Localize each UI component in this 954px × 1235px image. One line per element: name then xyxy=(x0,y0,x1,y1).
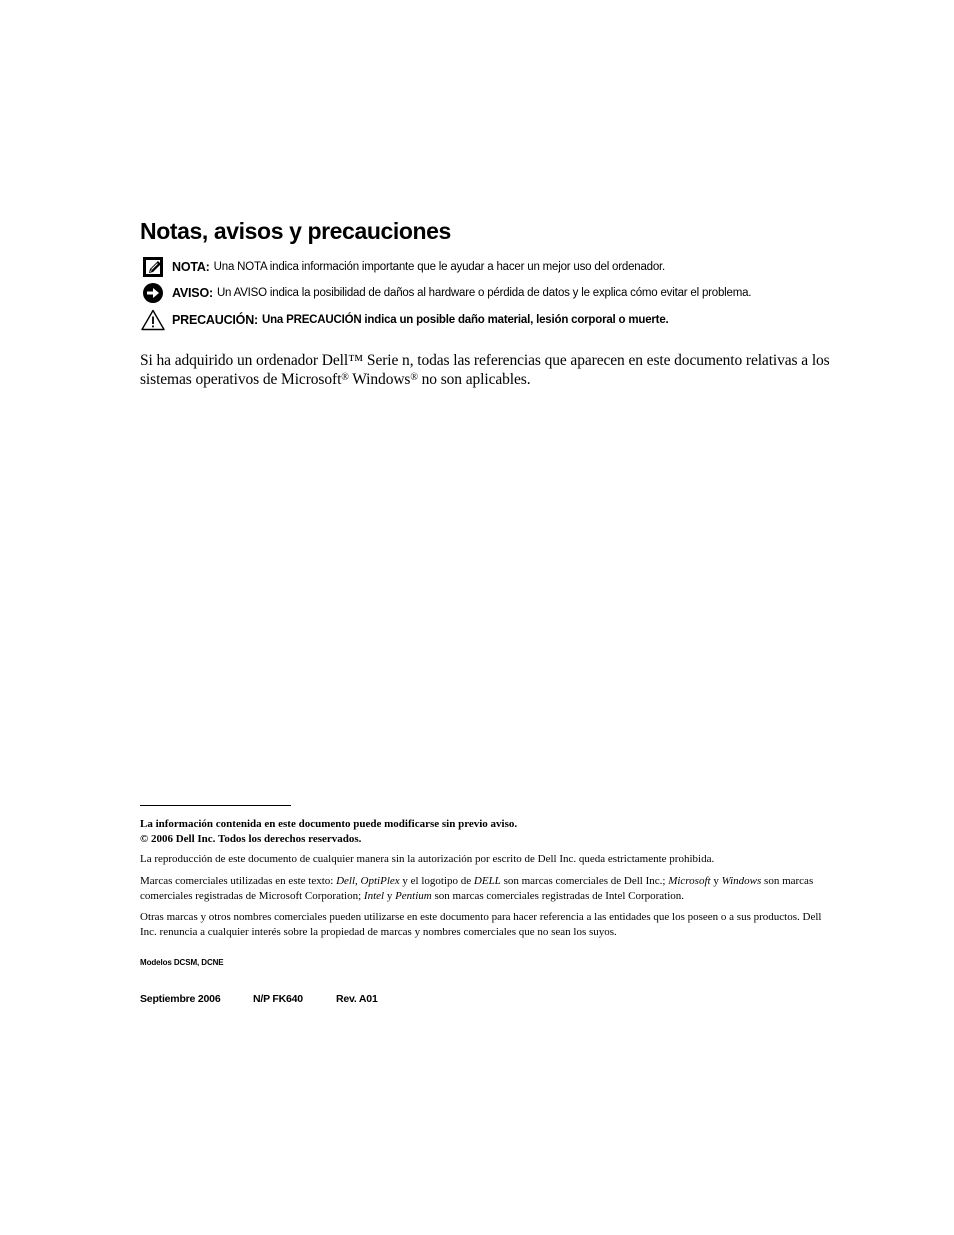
notice-text: Un AVISO indica la posibilidad de daños al hardware o pérdida de datos y le explica cómo evitar el problema. xyxy=(216,287,752,299)
reproduction-notice: La reproducción de este documento de cualquier manera sin la autorización por escrito de Dell Inc. queda estrictamente prohibida. xyxy=(140,853,715,865)
note-notice xyxy=(141,256,665,278)
part-number-label: N/P FK640 xyxy=(253,993,303,1005)
notice-line: La información contenida en este documento puede modificarse sin previo aviso. xyxy=(140,818,518,830)
notice-notice xyxy=(141,282,751,304)
other-marks-notice: Otras marcas y otros nombres comerciales pueden utilizarse en este documento para hacer referencia a las entidades que los poseen o a sus productos. Dell Inc. renuncia a cualquier interés sobre la propiedad de marcas y nombres comerciales que no sean los suyos. xyxy=(140,911,822,938)
note-text: Una NOTA indica información importante que le ayudar a hacer un mejor uso del ordenador. xyxy=(213,261,666,273)
page-title: Notas, avisos y precauciones xyxy=(140,218,451,244)
warning-triangle-icon xyxy=(141,309,165,331)
intro-paragraph: Si ha adquirido un ordenador Dell™ Serie n, todas las referencias que aparecen en este documento relativas a los sistemas operativos de Microsoft® Windows® no son aplicables. xyxy=(140,352,830,388)
copyright-block xyxy=(140,817,840,846)
arrow-circle-icon xyxy=(141,282,165,304)
footnote-divider xyxy=(140,805,291,806)
caution-label: PRECAUCIÓN: xyxy=(172,313,258,327)
notice-label: AVISO: xyxy=(172,286,213,300)
copyright-line: © 2006 Dell Inc. Todos los derechos reservados. xyxy=(140,832,362,845)
note-label: NOTA: xyxy=(172,260,210,274)
models-line: Modelos DCSM, DCNE xyxy=(140,958,224,967)
caution-text: Una PRECAUCIÓN indica un posible daño material, lesión corporal o muerte. xyxy=(262,314,669,326)
pencil-note-icon xyxy=(141,256,165,278)
trademarks-notice: Marcas comerciales utilizadas en este texto: Dell, OptiPlex y el logotipo de DELL son marcas comerciales de Dell Inc.; Microsoft y Windows son marcas comerciales registradas de Microsoft Corporation; Intel y Pentium son marcas comerciales registradas de Intel Corporation. xyxy=(140,875,814,902)
caution-notice xyxy=(141,309,669,331)
date-label: Septiembre 2006 xyxy=(140,993,221,1005)
revision-label: Rev. A01 xyxy=(336,993,378,1005)
